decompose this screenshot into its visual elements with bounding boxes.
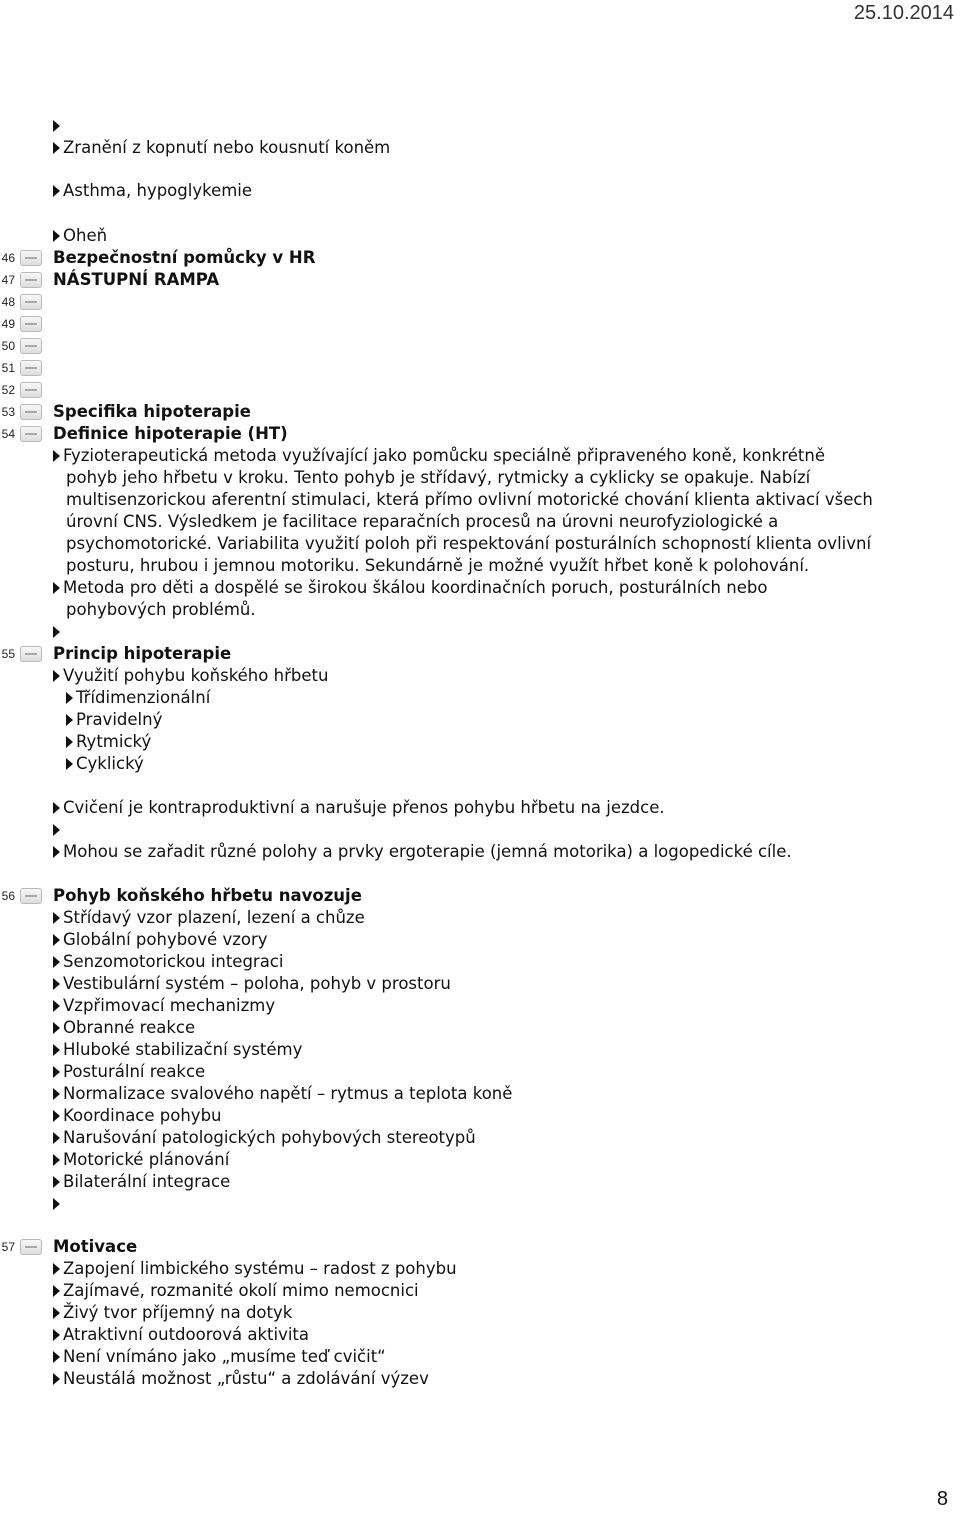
bullet-icon [66,736,73,748]
bullet-item: Koordinace pohybu [53,1105,222,1127]
paragraph-line: pohyb jeho hřbetu v kroku. Tento pohyb je střídavý, rytmicky a cyklicky se opakuje. Nabízí [66,468,811,487]
bullet-item: Fyzioterapeutická metoda využívající jako pomůcku speciálně připraveného koně, konkrétně [53,445,825,467]
bullet-icon [53,802,60,814]
slide-thumbnail-icon[interactable] [20,338,42,354]
slide-title: Princip hipoterapie [53,644,232,663]
bullet-item: Mohou se zařadit různé polohy a prvky ergoterapie (jemná motorika) a logopedické cíle. [53,841,792,863]
bullet-item [53,115,63,137]
sub-bullet-item: Třídimenzionální [66,687,210,709]
bullet-item: Zapojení limbického systému – radost z pohybu [53,1258,457,1280]
bullet-item: Hluboké stabilizační systémy [53,1039,302,1061]
slide-title: NÁSTUPNÍ RAMPA [53,270,220,289]
slide-title: Pohyb koňského hřbetu navozuje [53,886,362,905]
paragraph-line: posturu, hrubou i jemnou motoriku. Sekundárně je možné využít hřbet koně k polohování. [66,556,810,575]
bullet-item: Zajímavé, rozmanité okolí mimo nemocnici [53,1280,419,1302]
bullet-icon [53,1285,60,1297]
bullet-icon [53,450,60,462]
bullet-icon [53,626,60,638]
bullet-icon [53,1000,60,1012]
slide-title: Specifika hipoterapie [53,402,251,421]
bullet-icon [53,1044,60,1056]
slide-number: 57 [1,1240,15,1254]
bullet-item: Zranění z kopnutí nebo kousnutí koněm [53,137,390,159]
bullet-icon [53,1198,60,1210]
bullet-icon [53,582,60,594]
paragraph-line: psychomotorické. Variabilita využití poloh při respektování posturálních schopností klienta ovlivní [66,534,872,553]
slide-number: 48 [1,295,15,309]
slide-thumbnail-icon[interactable] [20,382,42,398]
slide-title: Bezpečnostní pomůcky v HR [53,248,316,267]
bullet-item: Vzpřimovací mechanizmy [53,995,275,1017]
print-date: 25.10.2014 [853,2,954,24]
bullet-item: Oheň [53,225,107,247]
bullet-item: Senzomotorickou integraci [53,951,283,973]
slide-thumbnail-icon[interactable] [20,272,42,288]
bullet-icon [53,1110,60,1122]
slide-title: Motivace [53,1237,138,1256]
bullet-item: Střídavý vzor plazení, lezení a chůze [53,907,365,929]
bullet-item: Globální pohybové vzory [53,929,268,951]
bullet-icon [66,714,73,726]
slide-thumbnail-icon[interactable] [20,404,42,420]
bullet-item: Bilaterální integrace [53,1171,230,1193]
bullet-item [53,819,63,841]
slide-number: 49 [1,317,15,331]
slide-number: 56 [1,889,15,903]
slide-number: 50 [1,339,15,353]
bullet-icon [53,1088,60,1100]
slide-number: 52 [1,383,15,397]
slide-number: 51 [1,361,15,375]
slide-thumbnail-icon[interactable] [20,888,42,904]
bullet-icon [53,230,60,242]
bullet-icon [53,934,60,946]
bullet-item [53,621,63,643]
bullet-item: Živý tvor příjemný na dotyk [53,1302,292,1324]
sub-bullet-item: Pravidelný [66,709,162,731]
paragraph-line: úrovní CNS. Výsledkem je facilitace reparačních procesů na úrovni neurofyziologické a [66,512,779,531]
bullet-item [53,1193,63,1215]
bullet-icon [53,1154,60,1166]
bullet-icon [53,978,60,990]
bullet-icon [53,1307,60,1319]
bullet-icon [53,1066,60,1078]
slide-thumbnail-icon[interactable] [20,294,42,310]
bullet-item: Posturální reakce [53,1061,205,1083]
slide-thumbnail-icon[interactable] [20,646,42,662]
page-number: 8 [936,1488,948,1510]
bullet-icon [53,912,60,924]
bullet-item: Neustálá možnost „růstu“ a zdolávání výzev [53,1368,429,1390]
bullet-item: Cvičení je kontraproduktivní a narušuje přenos pohybu hřbetu na jezdce. [53,797,665,819]
bullet-item: Asthma, hypoglykemie [53,180,252,202]
bullet-item: Vestibulární systém – poloha, pohyb v prostoru [53,973,451,995]
paragraph-line: pohybových problémů. [66,600,256,619]
bullet-item: Normalizace svalového napětí – rytmus a teplota koně [53,1083,512,1105]
bullet-icon [53,1373,60,1385]
slide-number: 53 [1,405,15,419]
bullet-item: Metoda pro děti a dospělé se širokou škálou koordinačních poruch, posturálních nebo [53,577,767,599]
bullet-icon [53,185,60,197]
bullet-icon [53,956,60,968]
bullet-icon [53,670,60,682]
slide-number: 54 [1,427,15,441]
bullet-icon [66,692,73,704]
bullet-icon [53,1176,60,1188]
slide-thumbnail-icon[interactable] [20,426,42,442]
sub-bullet-item: Cyklický [66,753,144,775]
bullet-item: Využití pohybu koňského hřbetu [53,665,328,687]
slide-title: Definice hipoterapie (HT) [53,424,288,443]
slide-thumbnail-icon[interactable] [20,1239,42,1255]
bullet-icon [53,1329,60,1341]
bullet-item: Motorické plánování [53,1149,229,1171]
bullet-icon [66,758,73,770]
slide-number: 47 [1,273,15,287]
bullet-item: Není vnímáno jako „musíme teď cvičit“ [53,1346,386,1368]
bullet-icon [53,846,60,858]
slide-thumbnail-icon[interactable] [20,316,42,332]
bullet-icon [53,1022,60,1034]
slide-thumbnail-icon[interactable] [20,250,42,266]
bullet-icon [53,120,60,132]
bullet-icon [53,1351,60,1363]
bullet-item: Atraktivní outdoorová aktivita [53,1324,309,1346]
sub-bullet-item: Rytmický [66,731,151,753]
bullet-icon [53,824,60,836]
slide-number: 55 [1,647,15,661]
bullet-item: Obranné reakce [53,1017,195,1039]
paragraph-line: multisenzorickou aferentní stimulaci, která přímo ovlivní motorické chování klienta aktivací všech [66,490,873,509]
bullet-icon [53,1263,60,1275]
slide-thumbnail-icon[interactable] [20,360,42,376]
bullet-icon [53,142,60,154]
bullet-icon [53,1132,60,1144]
bullet-item: Narušování patologických pohybových stereotypů [53,1127,476,1149]
slide-number: 46 [1,251,15,265]
